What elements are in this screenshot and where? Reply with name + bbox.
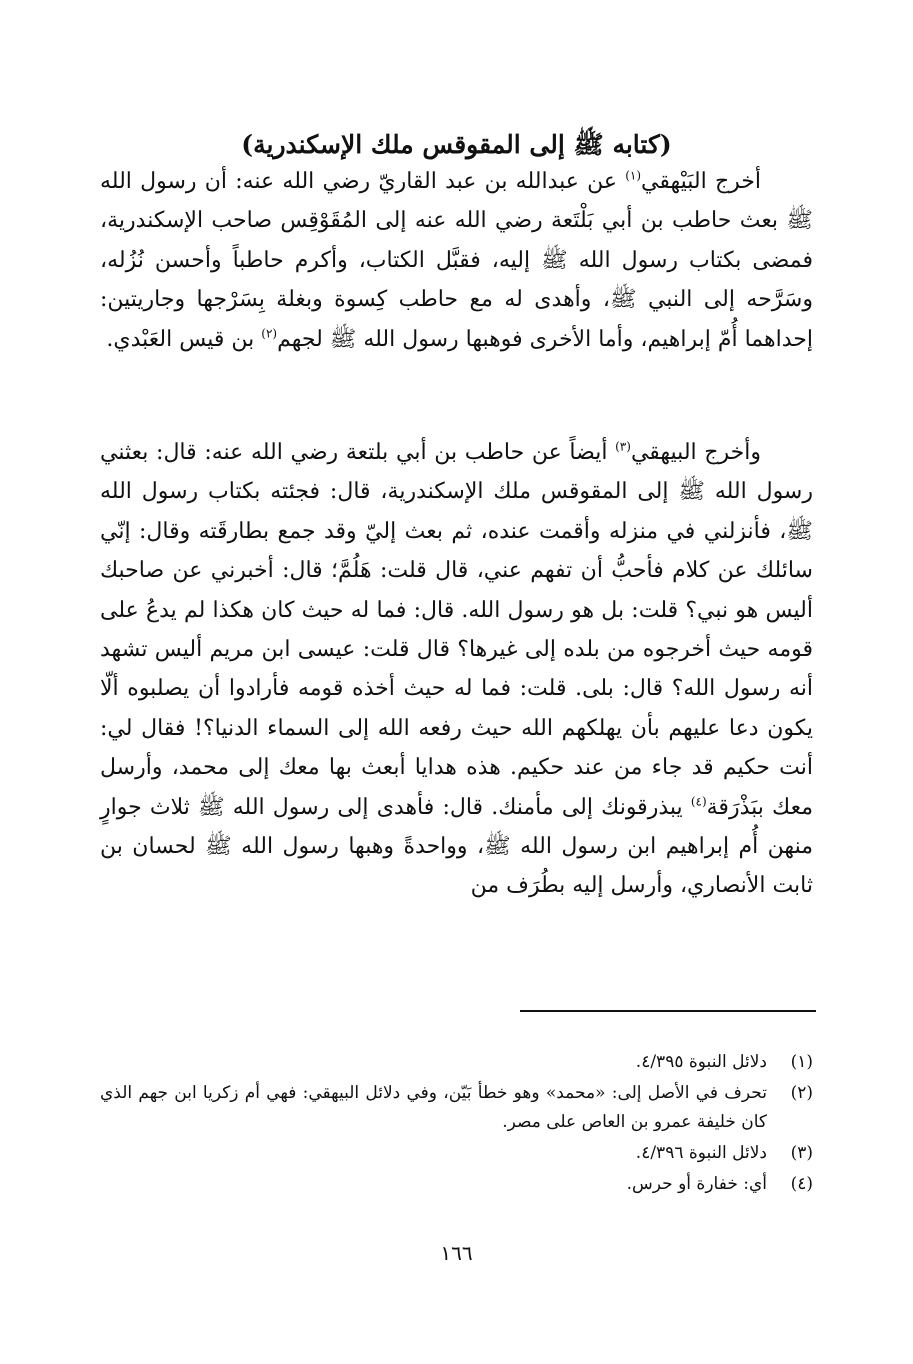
footnote-number: (٤) [790, 1174, 813, 1194]
footnote-1 [100, 1048, 813, 1077]
chapter-title: (كتابه ﷺ إلى المقوقس ملك الإسكندرية) [241, 129, 672, 159]
paragraph-text-middle: عن عبدالله بن عبد القاريّ رضي الله عنه: أن رسول الله ﷺ بعث حاطب بن أبي بَلْتَعة رضي الله عنه إلى المُقَوْقِس صاحب الإسكندرية، فمضى بكتاب رسول الله ﷺ إليه، فقبَّل الكتاب، وأكرم حاطباً وأحسن نُزُله، وسَرَّحه إلى النبي ﷺ، وأهدى له مع حاطب كِسوة وبغلة بِسَرْجها وجاريتين: إحداهما أُمّ إبراهيم، وأما الأخرى فوهبها رسول الله ﷺ لجهم [100, 169, 813, 352]
footnote-reference-1: (١) [625, 168, 642, 183]
footnote-number: (١) [790, 1052, 813, 1072]
footnote-divider [520, 1010, 816, 1012]
page-number: ١٦٦ [440, 1241, 473, 1265]
footnote-3 [100, 1139, 813, 1168]
footnotes-section [100, 1048, 813, 1201]
paragraph-2 [100, 433, 813, 906]
footnote-2 [100, 1079, 813, 1137]
footnote-4 [100, 1170, 813, 1199]
paragraph-text-start: أخرج البَيْهقي [641, 169, 761, 194]
footnote-text: تحرف في الأصل إلى: «محمد» وهو خطأ بَيّن، وفي دلائل البيهقي: فهي أم زكريا ابن جهم الذي كان خليفة عمرو بن العاص على مصر. [100, 1083, 767, 1132]
paragraph-text [100, 433, 813, 906]
paragraph-text-end: يبذرقونك إلى مأمنك. قال: فأهدى إلى رسول الله ﷺ ثلاث جوارٍ منهن أُم إبراهيم ابن رسول الله ﷺ، وواحدةً وهبها رسول الله ﷺ لحسان بن ثابت الأنصاري، وأرسل إليه بطُرَف من [100, 794, 813, 899]
footnote-reference-4: (٤) [690, 794, 707, 809]
paragraph-text [100, 162, 813, 359]
footnote-number: (٢) [790, 1083, 813, 1103]
paragraph-text-middle: أيضاً عن حاطب بن أبي بلتعة رضي الله عنه: قال: بعثني رسول الله ﷺ إلى المقوقس ملك الإسكندرية، قال: فجئته بكتاب رسول الله ﷺ، فأنزلني في منزله وأقمت عنده، ثم بعث إليّ وقد جمع بطارقَته وقال: إنّي سائلك عن كلام فأحبُّ أن تفهم عني، قال قلت: هَلُمَّ؛ قال: أخبرني عن صاحبك أليس هو نبي؟ قلت: بل هو رسول الله. قال: فما له حيث كان هكذا لم يدعُ على قومه حيث أخرجوه من بلده إلى غيرها؟ قال قلت: عيسى ابن مريم أليس تشهد أنه رسول الله؟ قال: بلى. قلت: فما له حيث أخذه قومه فأرادوا أن يصلبوه ألّا يكون دعا عليهم بأن يهلكهم الله حيث رفعه الله إلى السماء الدنيا؟! فقال لي: أنت حكيم قد جاء من عند حكيم. هذه هدايا أبعث بها معك إلى محمد، وأرسل معك ببَذْرَقة [100, 440, 813, 820]
paragraph-text-end: بن قيس العَبْدي. [106, 326, 262, 352]
footnote-number: (٣) [790, 1143, 813, 1163]
paragraph-text-start: وأخرج البيهقي [630, 440, 761, 465]
footnote-reference-2: (٢) [261, 326, 278, 341]
paragraph-1 [100, 162, 813, 359]
footnote-text: دلائل النبوة ٤/٣٩٥. [635, 1052, 767, 1072]
footnote-text: دلائل النبوة ٤/٣٩٦. [635, 1143, 767, 1163]
footnote-reference-3: (٣) [615, 439, 631, 454]
footnote-text: أي: خفارة أو حرس. [626, 1174, 767, 1194]
